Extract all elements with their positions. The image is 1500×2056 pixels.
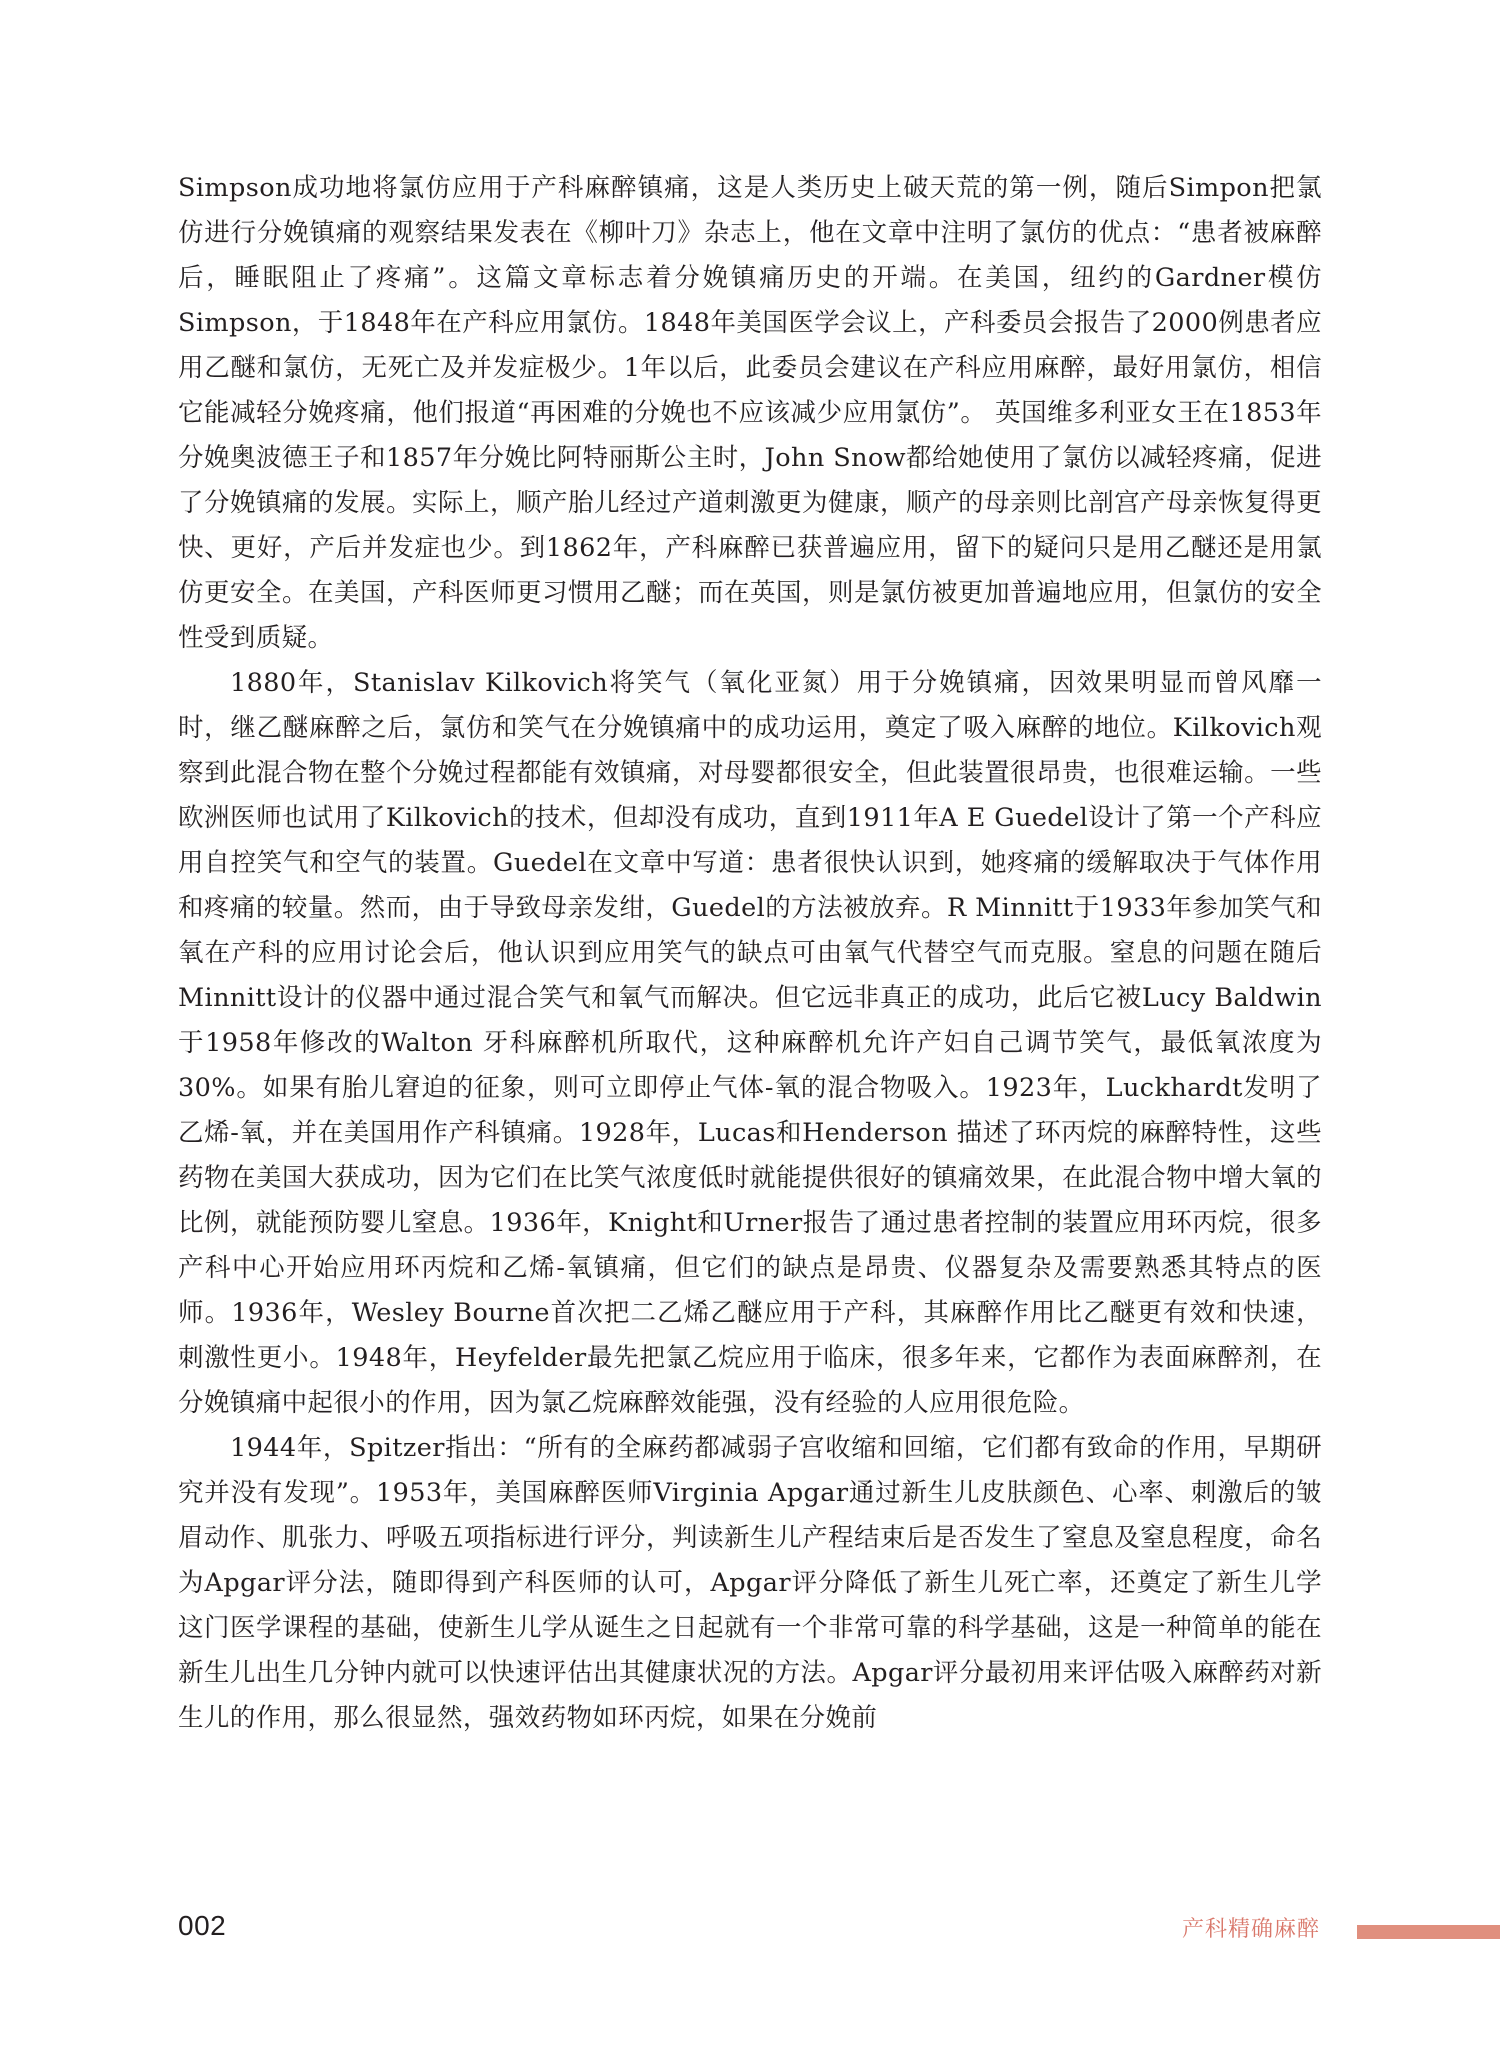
footer-accent-bar: [1357, 1925, 1500, 1939]
paragraph-apgar-score: 1944年，Spitzer指出：“所有的全麻药都减弱子宫收缩和回缩，它们都有致命的作用，早期研究并没有发现”。1953年，美国麻醉医师Virginia Apgar通过新生儿皮肤颜色、心率、刺激后的皱眉动作、肌张力、呼吸五项指标进行评分，判读新生儿产程结束后是否发生了窒息及窒息程度，命名为Apgar评分法，随即得到产科医师的认可，Apgar评分降低了新生儿死亡率，还奠定了新生儿学这门医学课程的基础，使新生儿学从诞生之日起就有一个非常可靠的科学基础，这是一种简单的能在新生儿出生几分钟内就可以快速评估出其健康状况的方法。Apgar评分最初用来评估吸入麻醉药对新生儿的作用，那么很显然，强效药物如环丙烷，如果在分娩前: [178, 1433, 1322, 1733]
running-footer-title: 产科精确麻醉: [1181, 1917, 1320, 1942]
body-text: [178, 166, 1322, 1741]
paragraph-simpson-chloroform: Simpson成功地将氯仿应用于产科麻醉镇痛，这是人类历史上破天荒的第一例，随后Simpon把氯仿进行分娩镇痛的观察结果发表在《柳叶刀》杂志上，他在文章中注明了氯仿的优点：“患者被麻醉后，睡眠阻止了疼痛”。这篇文章标志着分娩镇痛历史的开端。在美国，纽约的Gardner模仿Simpson，于1848年在产科应用氯仿。1848年美国医学会议上，产科委员会报告了2000例患者应用乙醚和氯仿，无死亡及并发症极少。1年以后，此委员会建议在产科应用麻醉，最好用氯仿，相信它能减轻分娩疼痛，他们报道“再困难的分娩也不应该减少应用氯仿”。 英国维多利亚女王在1853年分娩奥波德王子和1857年分娩比阿特丽斯公主时，John Snow都给她使用了氯仿以减轻疼痛，促进了分娩镇痛的发展。实际上，顺产胎儿经过产道刺激更为健康，顺产的母亲则比剖宫产母亲恢复得更快、更好，产后并发症也少。到1862年，产科麻醉已获普遍应用，留下的疑问只是用乙醚还是用氯仿更安全。在美国，产科医师更习惯用乙醚；而在英国，则是氯仿被更加普遍地应用，但氯仿的安全性受到质疑。: [178, 173, 1322, 653]
paragraph-nitrous-oxide: 1880年，Stanislav Kilkovich将笑气（氧化亚氮）用于分娩镇痛，因效果明显而曾风靡一时，继乙醚麻醉之后，氯仿和笑气在分娩镇痛中的成功运用，奠定了吸入麻醉的地位。Kilkovich观察到此混合物在整个分娩过程都能有效镇痛，对母婴都很安全，但此装置很昂贵，也很难运输。一些欧洲医师也试用了Kilkovich的技术，但却没有成功，直到1911年A E Guedel设计了第一个产科应用自控笑气和空气的装置。Guedel在文章中写道：患者很快认识到，她疼痛的缓解取决于气体作用和疼痛的较量。然而，由于导致母亲发绀，Guedel的方法被放弃。R Minnitt于1933年参加笑气和氧在产科的应用讨论会后，他认识到应用笑气的缺点可由氧气代替空气而克服。窒息的问题在随后Minnitt设计的仪器中通过混合笑气和氧气而解决。但它远非真正的成功，此后它被Lucy Baldwin于1958年修改的Walton 牙科麻醉机所取代，这种麻醉机允许产妇自己调节笑气，最低氧浓度为30%。如果有胎儿窘迫的征象，则可立即停止气体-氧的混合物吸入。1923年，Luckhardt发明了乙烯-氧，并在美国用作产科镇痛。1928年，Lucas和Henderson 描述了环丙烷的麻醉特性，这些药物在美国大获成功，因为它们在比笑气浓度低时就能提供很好的镇痛效果，在此混合物中增大氧的比例，就能预防婴儿窒息。1936年，Knight和Urner报告了通过患者控制的装置应用环丙烷，很多产科中心开始应用环丙烷和乙烯-氧镇痛，但它们的缺点是昂贵、仪器复杂及需要熟悉其特点的医师。1936年，Wesley Bourne首次把二乙烯乙醚应用于产科，其麻醉作用比乙醚更有效和快速，刺激性更小。1948年，Heyfelder最先把氯乙烷应用于临床，很多年来，它都作为表面麻醉剂，在分娩镇痛中起很小的作用，因为氯乙烷麻醉效能强，没有经验的人应用很危险。: [178, 668, 1322, 1418]
page-number: 002: [178, 1910, 227, 1941]
